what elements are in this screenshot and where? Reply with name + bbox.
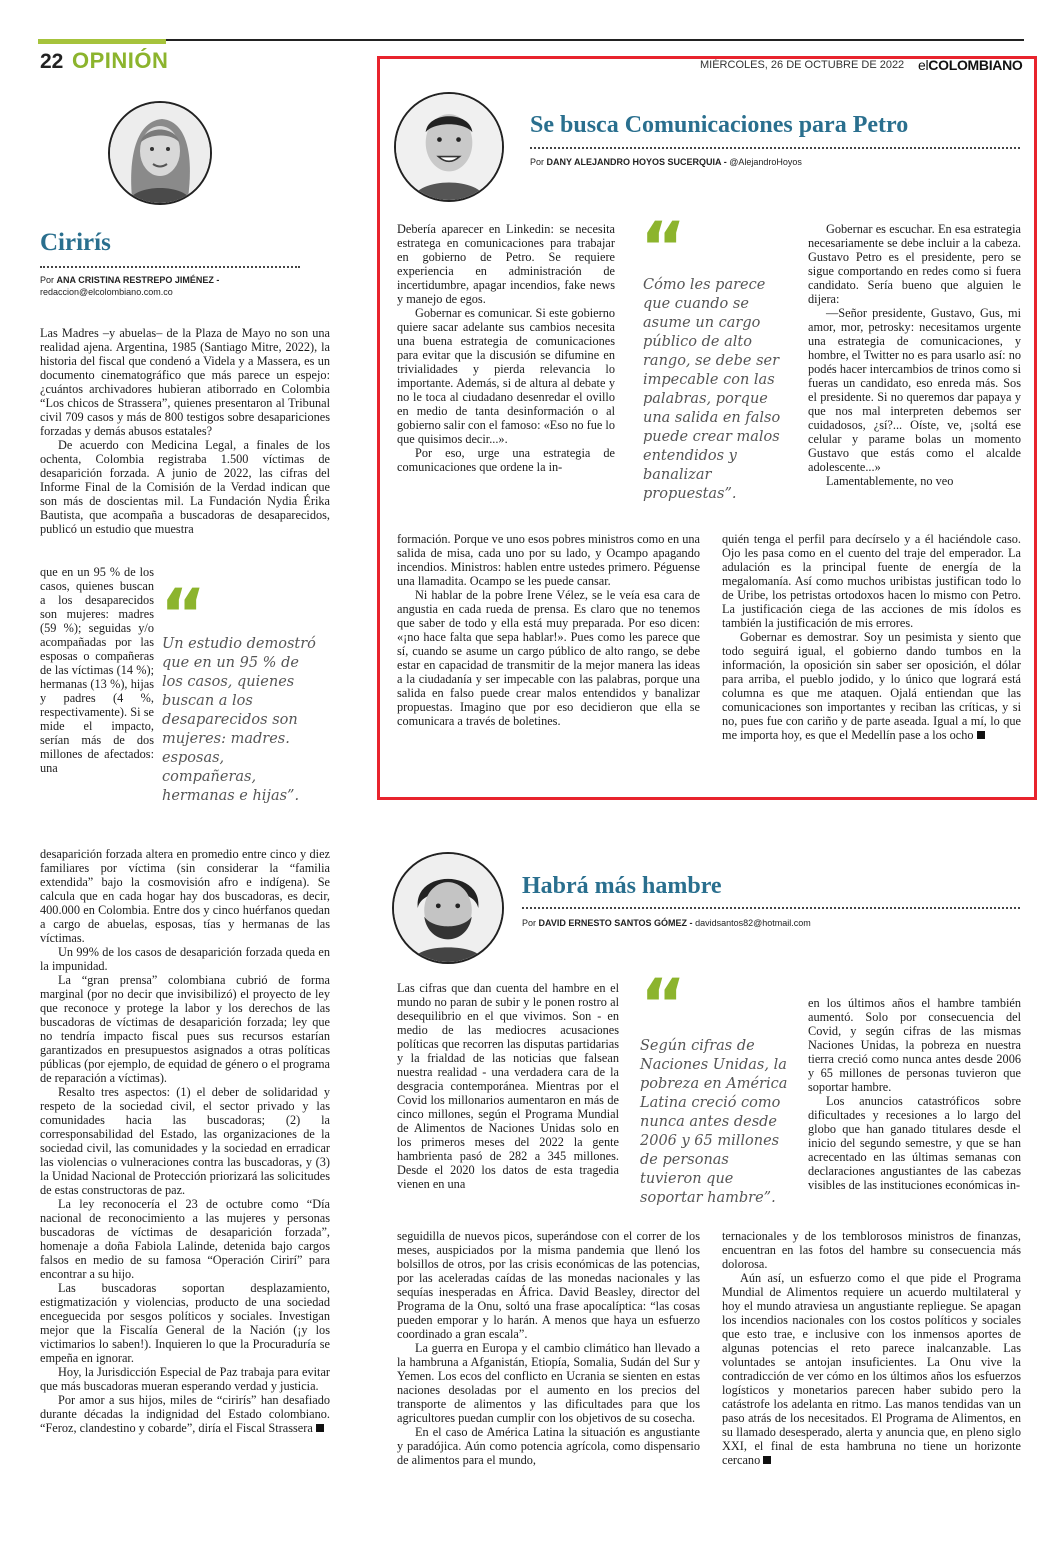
woman-portrait-icon	[110, 103, 210, 203]
quote-mark-icon: “	[640, 207, 681, 289]
bottom-bottom-left	[397, 1229, 700, 1467]
paragraph: —Señor presidente, Gustavo, Gus, mi amor, mor, petrosky: necesitamos urgente una estrategia de comunicaciones, y hombre, el Twitter no es para usarlo así: no podés hacer intercambios de trinos como si fueras un candidato, eso enreda más. Sos el presidente. Si no queremos dar papaya y que nos mal interpreten debemos ser cuidadosos, ¿sí?... Oíste, ve, ¡soltá ese celular y parame bolas un momento Gustavo que estás como el alcalde adolescente...»	[808, 306, 1021, 474]
title-divider-top	[530, 147, 1020, 149]
author-photo-left	[108, 101, 212, 205]
quote-mark-icon: “	[160, 574, 201, 656]
brand-name: COLOMBIANO	[928, 57, 1023, 73]
quote-mark-icon: “	[640, 964, 681, 1046]
paragraph	[40, 1393, 330, 1435]
bearded-man-portrait-icon	[394, 854, 502, 962]
man-portrait-icon	[396, 94, 502, 200]
title-divider-left	[40, 266, 300, 268]
author-name-left: ANA CRISTINA RESTREPO JIMÉNEZ -	[56, 275, 220, 285]
byline-bottom	[522, 918, 811, 928]
pull-quote-bottom: Según cifras de Naciones Unidas, la pobreza en América Latina creció como nunca antes desde 2006 y 65 millones de personas tuvieron que soportar hambre”.	[640, 1038, 788, 1206]
article-title-left: Cirirís	[40, 229, 111, 256]
article-title-bottom: Habrá más hambre	[522, 873, 722, 899]
paragraph: Hoy, la Jurisdicción Especial de Paz trabaja para evitar que más buscadoras mueran esperando verdad y justicia.	[40, 1365, 330, 1393]
author-email-left: redaccion@elcolombiano.com.co	[40, 287, 173, 297]
paragraph: Gobernar es escuchar. En esa estrategia necesariamente se debe incluir a la cabeza. Gustavo Petro es el presidente, pero se sigue comportando en redes como si fuera candidato. Sería bueno que alguien le dijera:	[808, 222, 1021, 306]
paragraph: que en un 95 % de los casos, quienes buscan a los desaparecidos son mujeres: madres (59 %); seguidas y/o acompañadas por las esposas o compañeras de las víctimas (14 %); hermanas (13 %), hijas y padres (4 %, respectivamente). Si se mide el impacto, serían más de dos millones de afectados: una	[40, 565, 154, 775]
paragraph: Resalto tres aspectos: (1) el deber de solidaridad y respeto de la sociedad civil, el sector privado y las comunidades hacia las buscadoras; (2) la corresponsabilidad del Estado, las organizaciones de la sociedad civil, las comunidades y la sociedad en erradicar las violencias o vulneraciones contra las buscadoras, y (3) la Unidad Nacional de Protección priorizará las solicitudes de estas constructoras de paz.	[40, 1085, 330, 1197]
pull-quote-left: Un estudio demostró que en un 95 % de los casos, quienes buscan a los desaparecidos son mujeres: madres. esposas, compañeras, hermanas e hijas”.	[162, 636, 316, 804]
left-body-top	[40, 326, 330, 536]
article-title-top: Se busca Comunicaciones para Petro	[530, 112, 909, 138]
paragraph-text: Aún así, un esfuerzo como el que pide el Programa Mundial de Alimentos requiere un acuerdo multilateral y hoy el mundo atraviesa un angustiante repliegue. Se apagan los incendios nacionales con los costos políticos y sociales que esto trae, e inclusive con los inmensos aportes de algunas potencias el reto parece inalcanzable. Las voluntades se antojan insuficientes. La Onu vive la contradicción de ver cómo en los últimos años los esfuerzos logísticos y monetarios parecen haber subido pero la catástrofe los adelanta en ritmo. Las manos tendidas van un paso atrás de los necesitados. El Programa de Alimentos, en su llamado desesperado, alerta y anuncia que, en pleno siglo XXI, el final de esta hambruna no tiene un horizonte cercano	[722, 1271, 1021, 1467]
brand-prefix: el	[918, 57, 929, 73]
paragraph-text: Gobernar es demostrar. Soy un pesimista y siento que todo seguirá igual, el gobierno dando tumbos en la información, la oposición sin saber ser oposición, el dólar para arriba, el pueblo jodido, y lo único que logrará está columna es que me ataquen. Ojalá entiendan que las comunicaciones son importantes y reciban las críticas, y si no, pues fue con cariño y de parte aseada. Igual a mí, lo que me importa hoy, es que el Medellín pase a los ocho	[722, 630, 1021, 742]
author-name-bottom: DAVID ERNESTO SANTOS GÓMEZ -	[538, 918, 693, 928]
end-mark-icon	[316, 1424, 324, 1432]
paragraph: La guerra en Europa y el cambio climático han llevado a la hambruna a Afganistán, Etiopía, Somalia, Sudán del Sur y Yemen. Los ecos del conflicto en Ucrania se sienten en estas naciones desoladas por el aumento en los precios del transporte de alimentos y las dificultades para que los agricultores puedan cumplir con los objetivos de su cosecha.	[397, 1341, 700, 1425]
top-col-1	[397, 222, 615, 474]
paragraph: Las Madres –y abuelas– de la Plaza de Mayo no son una realidad ajena. Argentina, 1985 (Santiago Mitre, 2022), la historia del fiscal que condenó a Videla y a Massera, es un documento cinematográfico que más parece un espejo: ¿cuántos archivadores hubieran atiborrado en Colombia “Los chicos de Strassera”, quienes presentaron al Tribunal civil 709 casos y más de 800 testigos sobre desapariciones forzadas y demás abusos estatales?	[40, 326, 330, 438]
paragraph	[722, 1271, 1021, 1467]
section-accent-bar	[38, 39, 166, 44]
paragraph: Las buscadoras soportan desplazamiento, estigmatización y violencias, producto de una sociedad enceguecida por sesgos políticos y sociales. Investigan mejor que la Fiscalía General de la Nación (¡y los victimarios lo saben!). Inquieren lo que la Procuraduría se empeña en ignorar.	[40, 1281, 330, 1365]
byline-prefix: Por	[522, 918, 537, 928]
top-col-3	[808, 222, 1021, 488]
paragraph: Debería aparecer en Linkedin: se necesita estratega en comunicaciones para trabajar en gobierno de Petro. Se requiere experiencia en administración de incertidumbre, apagar incendios, fake news y manejo de egos.	[397, 222, 615, 306]
author-email-bottom: davidsantos82@hotmail.com	[695, 918, 811, 928]
author-photo-top	[394, 92, 504, 202]
byline-prefix: Por	[40, 275, 55, 285]
paragraph	[722, 630, 1021, 742]
paragraph-text: Por amor a sus hijos, miles de “cirirís” han desafiado durante décadas la indignidad del Estado colombiano. “Feroz, clandestino y cobarde”, diría el Fiscal Strassera	[40, 1393, 330, 1435]
paragraph: Las cifras que dan cuenta del hambre en el mundo no paran de subir y le ponen rostro al desequilibrio en el que vivimos. Son - en medio de las mediocres acusaciones políticas que recorren las disputas partidarias y la frialdad de las noticias que falsean nuestra realidad - una verdadera cara de la desgracia contemporánea. Mientras por el Covid los millonarios aumentaron en más de cinco millones, según el Programa Mundial de Alimentos de Naciones Unidas solo en los primeros meses del 2022 la gente hambrienta pasó de 282 a 345 millones. Desde el 2020 los datos de esta tragedia vienen en una	[397, 981, 619, 1191]
title-divider-bottom	[522, 907, 1020, 909]
end-mark-icon	[977, 731, 985, 739]
paragraph: La ley reconocería el 23 de octubre como “Día nacional de reconocimiento a las mujeres y personas buscadoras de víctimas de desaparición forzada”, homenaje a doña Fabiola Lalinde, detenida bajo cargos falsos en medio de su famosa “Operación Cirirí” para encontrar a su hijo.	[40, 1197, 330, 1281]
masthead-rule	[38, 39, 1024, 41]
byline-prefix: Por	[530, 157, 545, 167]
left-body-bottom	[40, 847, 330, 1435]
bottom-col-3	[808, 996, 1021, 1192]
paragraph: formación. Porque ve uno esos pobres ministros como en una salida de misa, cada uno por su lado, y Ocampo apagando incendios. Ministros: hablen entre ustedes primero. Péguense una llamadita. Ocampo se les puede cansar.	[397, 532, 700, 588]
author-handle-top: @AlejandroHoyos	[729, 157, 802, 167]
paragraph: Lamentablemente, no veo	[826, 474, 954, 488]
paragraph: Gobernar es comunicar. Si este gobierno quiere sacar adelante sus cambios necesita una buena estrategia de comunicaciones para evitar que la discusión se difumine en trivialidades y pierda relevancia lo importante. Además, si de altura al debate y no le toca al ciudadano desenredar el ovillo en medio de tanta desinformación o al gobierno salir con el famoso: «Eso no fue lo que quisimos decir...».	[397, 306, 615, 446]
end-mark-icon	[763, 1456, 771, 1464]
paragraph: La “gran prensa” colombiana cubrió de forma marginal (por no decir que invisibilizó) el proyecto de ley que reconoce y protege la labor y los derechos de las buscadoras de víctimas de desaparición forzada; ley que no tendría impacto fiscal pues sus recursos estarían garantizados en presupuestos asignados a otras políticas públicas (por ejemplo, de equidad de género o el programa de reparación a víctimas).	[40, 973, 330, 1085]
top-bottom-left	[397, 532, 700, 728]
paragraph: seguidilla de nuevos picos, superándose con el correr de los meses, auspiciados por la misma pandemia que llenó los bolsillos de otros, por las crisis económicas de las potencias, por las aceleradas caídas de las monedas nacionales y las sequías inesperadas en África. David Beasley, director del Programa de la Onu, soltó una frase apocalíptica: “las cosas pueden emporar y lo harán. A menos que haya un esfuerzo coordinado a gran escala”.	[397, 1229, 700, 1341]
paragraph: quién tenga el perfil para decírselo y a él haciéndole caso. Ojo les pasa como en el cuento del traje del emperador. La adulación es la principal fuente de energía de la megalomanía. Así como muchos uribistas justifican todo lo de Uribe, los petristas ortodoxos hacen lo mismo con Petro. La justificación ciega de las acciones de mis ídolos es también la justificación de mis errores.	[722, 532, 1021, 630]
paragraph: desaparición forzada altera en promedio entre cinco y diez familiares por víctima (sin considerar la “familia extendida” bajo la cosmovisión afro e indígena). Se calcula que en cada hogar hay dos buscadoras, es decir, 400.000 en Colombia. Entre dos y cinco huérfanos quedan a cargo de abuelas, esposas, tías y hermanas de las víctimas.	[40, 847, 330, 945]
paragraph: Los anuncios catastróficos sobre dificultades y recesiones a lo largo del globo que han ganado titulares desde el inicio del segundo semestre, y que se han acrecentado en las últimas semanas con declaraciones angustiantes de las cabezas visibles de las instituciones económicas in-	[808, 1094, 1021, 1192]
section-title: OPINIÓN	[72, 48, 169, 73]
author-photo-bottom	[392, 852, 504, 964]
bottom-col-1	[397, 981, 619, 1191]
paragraph: ternacionales y de los temblorosos ministros de finanzas, encuentran en las fotos del hambre su consecuencia más dolorosa.	[722, 1229, 1021, 1271]
author-name-top: DANY ALEJANDRO HOYOS SUCERQUIA -	[546, 157, 727, 167]
left-body-narrow	[40, 565, 154, 775]
paragraph: Por eso, urge una estrategia de comunicaciones que ordene la in-	[397, 446, 615, 474]
paragraph: en los últimos años el hambre también aumentó. Solo por consecuencia del Covid, y según cifras de las mismas Naciones Unidas, la pobreza en nuestra tierra creció como nunca antes desde 2006 y 65 millones de personas tuvieron que soportar hambre.	[808, 996, 1021, 1094]
pull-quote-top: Cómo les parece que cuando se asume un cargo público de alto rango, se debe ser impecable con las palabras, porque una salida en falso puede crear malos entendidos y banalizar propuestas”.	[643, 277, 781, 502]
byline-top	[530, 157, 802, 167]
page-number: 22	[40, 50, 64, 73]
paragraph: Un 99% de los casos de desaparición forzada queda en la impunidad.	[40, 945, 330, 973]
byline-left	[40, 275, 219, 285]
bottom-bottom-right	[722, 1229, 1021, 1467]
paragraph: En el caso de América Latina la situación es angustiante y paradójica. Aún como potencia agrícola, como dispensario de alimentos para el mundo,	[397, 1425, 700, 1467]
paragraph: Ni hablar de la pobre Irene Vélez, se le veía esa cara de angustia en cada rueda de prensa. Es claro que no tenemos que saber de todo y ella está muy preparada. Por eso dicen: «¡no hace falta que sepa hablar!». Pues como les parece que sí, cuando se asume un cargo público de alto rango, se debe estar en capacidad de transmitir de la mejor manera las ideas a la ciudadanía y ser impecable con las palabras, porque una salida en falso puede crear malos entendidos y banalizar propuestas. Imagino que por eso decidieron que ella se comunicara a través de boletines.	[397, 588, 700, 728]
dateline: MIÉRCOLES, 26 DE OCTUBRE DE 2022	[700, 59, 905, 71]
top-bottom-right	[722, 532, 1021, 742]
paragraph: De acuerdo con Medicina Legal, a finales de los ochenta, Colombia registraba 1.500 víctimas de desaparición forzada. A junio de 2022, las cifras del Informe Final de la Comisión de la Verdad indican que son más de doscientas mil. La Fundación Nydia Érika Bautista, que acompaña a buscadoras de desaparecidos, publicó un estudio que muestra	[40, 438, 330, 536]
